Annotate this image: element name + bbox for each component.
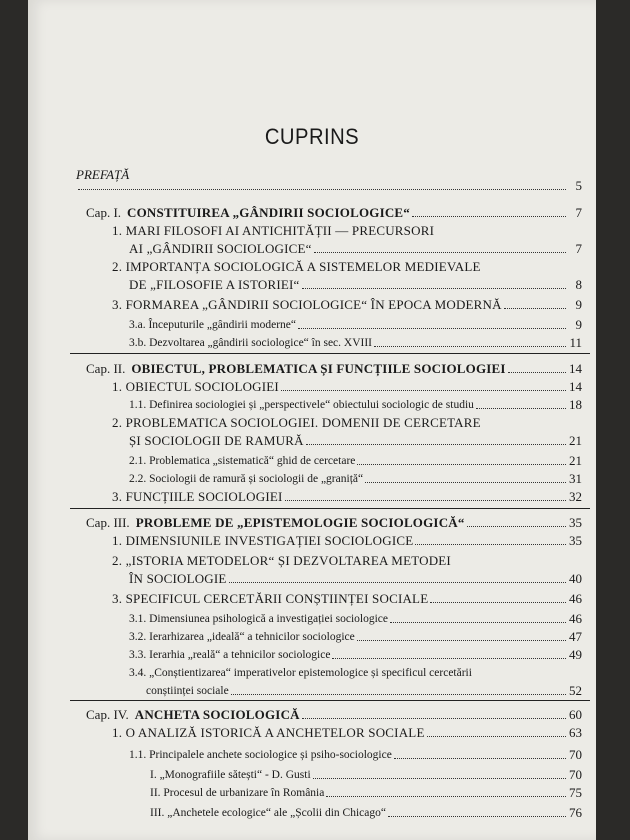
- toc-subsection-3-3-4: 3.4. „Conștientizarea“ imperativelor epistemologice și specificul cercetării: [129, 667, 472, 679]
- toc-section-1-2-cont: DE „FILOSOFIE A ISTORIEI“ 8: [129, 277, 582, 292]
- toc-subsection-3-3-1: 3.1. Dimensiunea psihologică a investigației sociologice 46: [129, 611, 582, 626]
- book-page: [28, 0, 596, 840]
- toc-subsection-1-3a: 3.a. Începuturile „gândirii moderne“ 9: [129, 317, 582, 332]
- toc-section-4-1: 1. O ANALIZĂ ISTORICĂ A ANCHETELOR SOCIALE 63: [112, 725, 582, 740]
- toc-subsection-2-1-1: 1.1. Definirea sociologiei și „perspectivele“ obiectului sociologic de studiu 18: [129, 397, 582, 412]
- toc-section-2-3: 3. FUNCȚIILE SOCIOLOGIEI 32: [112, 489, 582, 504]
- toc-section-1-1: 1. MARI FILOSOFI AI ANTICHITĂȚII — PRECURSORI: [112, 223, 435, 238]
- toc-entry-prefata: PREFAȚĂ: [76, 167, 130, 182]
- divider: [70, 508, 590, 509]
- toc-item-4-1-1-iii: III. „Anchetele ecologice“ ale „Școlii din Chicago“ 76: [150, 805, 582, 820]
- toc-section-3-2-cont: ÎN SOCIOLOGIE 40: [129, 571, 582, 586]
- toc-section-1-1-cont: AI „GÂNDIRII SOCIOLOGICE“ 7: [129, 241, 582, 256]
- toc-chapter-4: Cap. IV. ANCHETA SOCIOLOGICĂ 60: [86, 707, 582, 722]
- divider: [70, 700, 590, 701]
- toc-section-1-2: 2. IMPORTANȚA SOCIOLOGICĂ A SISTEMELOR MEDIEVALE: [112, 259, 481, 274]
- toc-subsection-3-3-4-cont: conștiinței sociale 52: [146, 683, 582, 698]
- toc-subsection-4-1-1: 1.1. Principalele anchete sociologice și psiho-sociologice 70: [129, 747, 582, 762]
- toc-subsection-3-3-3: 3.3. Ierarhia „reală“ a tehnicilor sociologice 49: [129, 647, 582, 662]
- toc-item-4-1-1-i: I. „Monografiile sătești“ - D. Gusti 70: [150, 767, 582, 782]
- divider: [70, 353, 590, 354]
- toc-section-2-2: 2. PROBLEMATICA SOCIOLOGIEI. DOMENII DE CERCETARE: [112, 415, 481, 430]
- toc-subsection-3-3-2: 3.2. Ierarhizarea „ideală“ a tehnicilor sociologice 47: [129, 629, 582, 644]
- toc-chapter-1: Cap. I. CONSTITUIREA „GÂNDIRII SOCIOLOGICE“ 7: [86, 205, 582, 220]
- toc-subsection-2-2-2: 2.2. Sociologii de ramură și sociologii de „graniță“ 31: [129, 471, 582, 486]
- toc-chapter-2: Cap. II. OBIECTUL, PROBLEMATICA ȘI FUNCȚIILE SOCIOLOGIEI 14: [86, 361, 582, 376]
- toc-section-2-1: 1. OBIECTUL SOCIOLOGIEI 14: [112, 379, 582, 394]
- toc-item-4-1-1-ii: II. Procesul de urbanizare în România 75: [150, 785, 582, 800]
- toc-section-3-2: 2. „ISTORIA METODELOR“ ȘI DEZVOLTAREA METODEI: [112, 553, 451, 568]
- toc-subsection-2-2-1: 2.1. Problematica „sistematică“ ghid de cercetare 21: [129, 453, 582, 468]
- toc-section-3-1: 1. DIMENSIUNILE INVESTIGAȚIEI SOCIOLOGICE 35: [112, 533, 582, 548]
- toc-entry-prefata-leader: 5: [76, 177, 582, 193]
- toc-subsection-1-3b: 3.b. Dezvoltarea „gândirii sociologice“ în sec. XVIII 11: [129, 335, 582, 350]
- toc-section-1-3: 3. FORMAREA „GÂNDIRII SOCIOLOGICE“ ÎN EPOCA MODERNĂ 9: [112, 297, 582, 312]
- toc-section-3-3: 3. SPECIFICUL CERCETĂRII CONȘTIINȚEI SOCIALE 46: [112, 591, 582, 606]
- page-title: CUPRINS: [264, 124, 360, 149]
- toc-section-2-2-cont: ȘI SOCIOLOGII DE RAMURĂ 21: [129, 433, 582, 448]
- toc-chapter-3: Cap. III. PROBLEME DE „EPISTEMOLOGIE SOCIOLOGICĂ“ 35: [86, 515, 582, 530]
